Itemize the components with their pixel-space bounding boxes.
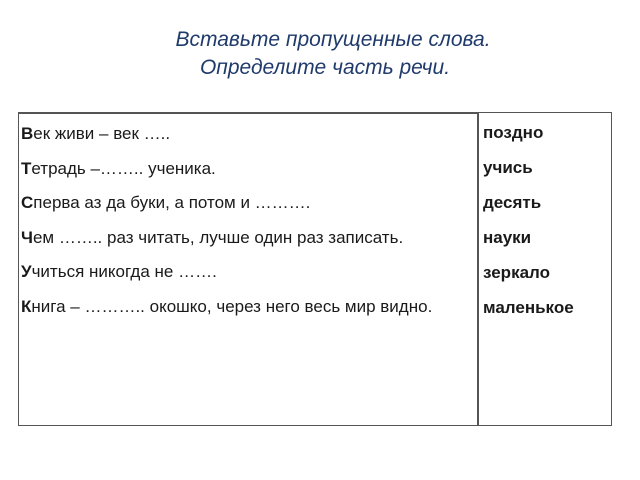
proverb-initial: В [21, 124, 34, 143]
proverb-text: нига – ……….. окошко, через него весь мир видно. [31, 296, 433, 316]
proverb-initial: К [21, 296, 32, 316]
column-divider [19, 113, 477, 114]
proverb-initial: Т [21, 158, 32, 178]
word-item: десять [483, 193, 542, 212]
proverb-item [21, 290, 473, 325]
proverb-text: перва аз да буки, а потом и ………. [33, 193, 311, 212]
proverb-text: ем …….. раз читать, лучше один раз записать. [32, 227, 404, 247]
proverb-item [21, 221, 473, 256]
proverb-initial: У [21, 262, 32, 281]
word-item: учись [483, 158, 533, 177]
proverb-text: читься никогда не ……. [31, 262, 217, 281]
proverb-item [21, 186, 473, 221]
proverbs-column [19, 113, 479, 425]
title-line-instruction: Вставьте пропущенные слова. [175, 28, 491, 51]
proverb-item [21, 152, 473, 187]
exercise-table [18, 112, 612, 426]
proverb-item [21, 255, 473, 290]
proverb-initial: Ч [21, 227, 33, 247]
proverbs-list [21, 117, 473, 324]
word-bank [483, 115, 574, 325]
proverb-item [21, 117, 473, 152]
word-item: поздно [483, 123, 544, 142]
proverb-text: ек живи – век ….. [33, 124, 171, 143]
proverb-initial: С [21, 193, 34, 212]
word-item: науки [483, 228, 532, 247]
proverb-text: етрадь –…….. ученика. [31, 158, 216, 178]
slide-title [0, 26, 640, 82]
title-line-task: Определите часть речи. [199, 56, 451, 79]
word-item: зеркало [483, 263, 550, 282]
word-item: маленькое [483, 298, 574, 317]
